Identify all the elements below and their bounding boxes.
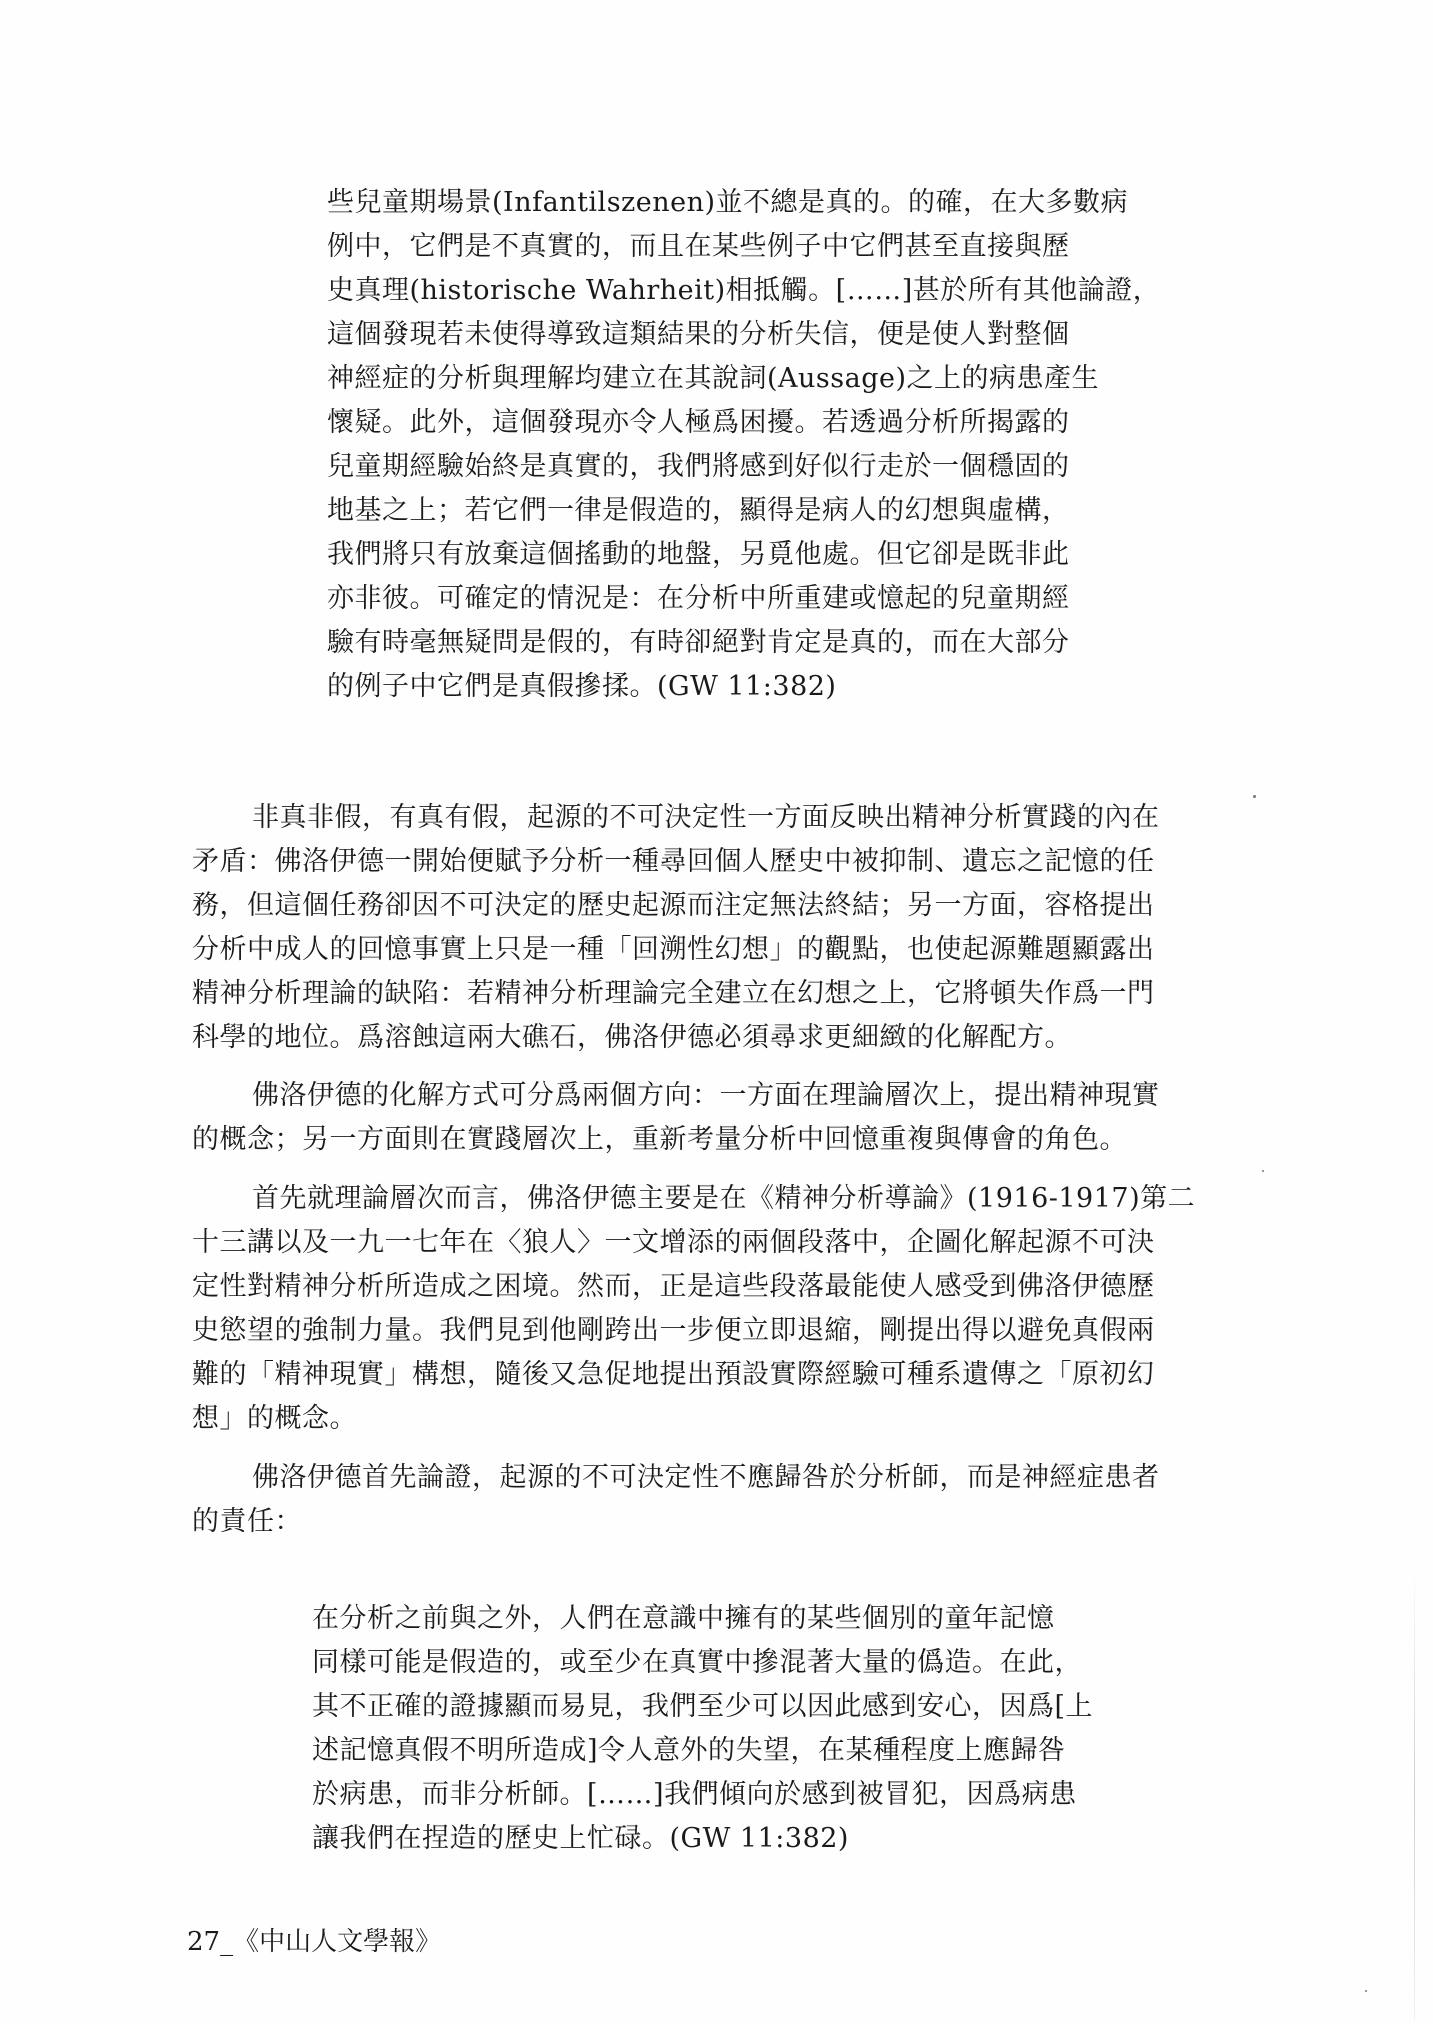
quote-line: 兒童期經驗始終是真實的，我們將感到好似行走於一個穩固的 [327, 451, 1070, 482]
quote-line: 的例子中它們是真假摻揉。(GW 11:382) [327, 671, 837, 702]
paragraph-line: 的概念；另一方面則在實踐層次上，重新考量分析中回憶重複與傳會的角色。 [192, 1124, 1127, 1155]
quote-line: 在分析之前與之外，人們在意識中擁有的某些個別的童年記憶 [312, 1603, 1055, 1634]
paragraph-line: 精神分析理論的缺陷：若精神分析理論完全建立在幻想之上，它將頓失作爲一門 [192, 978, 1155, 1009]
quote-line: 其不正確的證據顯而易見，我們至少可以因此感到安心，因爲[上 [312, 1691, 1094, 1722]
quote-line: 驗有時毫無疑問是假的，有時卻絕對肯定是真的，而在大部分 [327, 627, 1070, 658]
quote-line: 些兒童期場景(Infantilszenen)並不總是真的。的確，在大多數病 [327, 187, 1129, 218]
scan-edge-shadow [1414, 1560, 1415, 2020]
paragraph-line: 的責任： [192, 1506, 302, 1537]
paragraph-line: 十三講以及一九一七年在〈狼人〉一文增添的兩個段落中，企圖化解起源不可決 [192, 1227, 1155, 1258]
scan-speck [1365, 1990, 1367, 1992]
quote-line: 神經症的分析與理解均建立在其說詞(Aussage)之上的病患產生 [327, 363, 1100, 394]
quote-line: 於病患，而非分析師。[……]我們傾向於感到被冒犯，因爲病患 [312, 1779, 1077, 1810]
quote-line: 同樣可能是假造的，或至少在真實中摻混著大量的僞造。在此， [312, 1647, 1082, 1678]
paragraph-line: 佛洛伊德的化解方式可分爲兩個方向：一方面在理論層次上，提出精神現實 [252, 1080, 1160, 1111]
paragraph-line: 佛洛伊德首先論證，起源的不可決定性不應歸咎於分析師，而是神經症患者 [252, 1462, 1160, 1493]
paragraph-line: 科學的地位。爲溶蝕這兩大礁石，佛洛伊德必須尋求更細緻的化解配方。 [192, 1022, 1072, 1053]
scan-speck [1262, 1170, 1264, 1172]
quote-line: 述記憶真假不明所造成]令人意外的失望，在某種程度上應歸咎 [312, 1735, 1066, 1766]
paragraph-line: 想」的概念。 [192, 1403, 357, 1434]
journal-title: _《中山人文學報》 [220, 1927, 442, 1957]
paragraph-line: 矛盾：佛洛伊德一開始便賦予分析一種尋回個人歷史中被抑制、遺忘之記憶的任 [192, 846, 1155, 877]
page-number: 27 [187, 1927, 221, 1957]
paragraph-line: 難的「精神現實」構想，隨後又急促地提出預設實際經驗可種系遺傳之「原初幻 [192, 1359, 1155, 1390]
paragraph-line: 首先就理論層次而言，佛洛伊德主要是在《精神分析導論》(1916-1917)第二 [252, 1183, 1196, 1214]
quote-line: 我們將只有放棄這個搖動的地盤，另覓他處。但它卻是既非此 [327, 539, 1070, 570]
quote-line: 例中，它們是不真實的，而且在某些例子中它們甚至直接與歷 [327, 231, 1070, 262]
paragraph-line: 史慾望的強制力量。我們見到他剛跨出一步便立即退縮，剛提出得以避免真假兩 [192, 1315, 1155, 1346]
paragraph-line: 非真非假，有真有假，起源的不可決定性一方面反映出精神分析實踐的內在 [252, 802, 1160, 833]
paragraph-line: 分析中成人的回憶事實上只是一種「回溯性幻想」的觀點，也使起源難題顯露出 [192, 934, 1155, 965]
scan-speck [1253, 795, 1256, 798]
quote-line: 史真理(historische Wahrheit)相抵觸。[……]甚於所有其他論證， [327, 275, 1161, 306]
quote-line: 地基之上；若它們一律是假造的，顯得是病人的幻想與虛構， [327, 495, 1070, 526]
page-footer [187, 1925, 441, 1959]
paragraph-line: 務，但這個任務卻因不可決定的歷史起源而注定無法終結；另一方面，容格提出 [192, 890, 1155, 921]
quote-line: 讓我們在捏造的歷史上忙碌。(GW 11:382) [312, 1823, 849, 1854]
quote-line: 這個發現若未使得導致這類結果的分析失信，便是使人對整個 [327, 319, 1070, 350]
quote-line: 亦非彼。可確定的情況是：在分析中所重建或憶起的兒童期經 [327, 583, 1070, 614]
paragraph-line: 定性對精神分析所造成之困境。然而，正是這些段落最能使人感受到佛洛伊德歷 [192, 1271, 1155, 1302]
quote-line: 懷疑。此外，這個發現亦令人極爲困擾。若透過分析所揭露的 [327, 407, 1070, 438]
